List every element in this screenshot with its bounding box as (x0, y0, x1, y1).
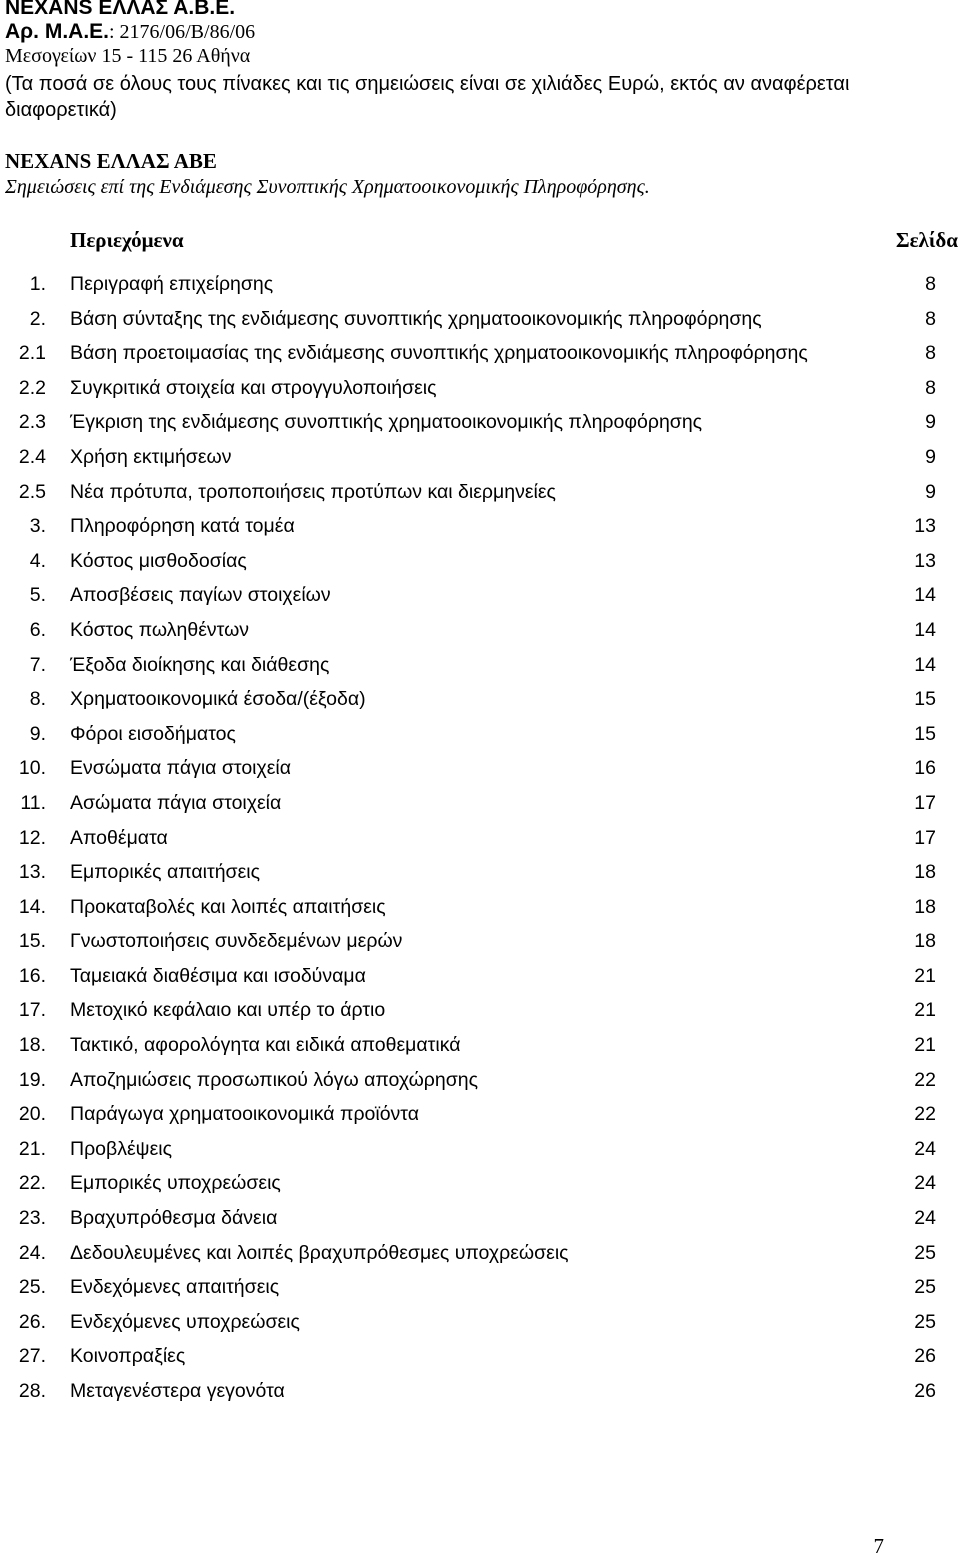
toc-entry-page: 18 (914, 861, 936, 884)
toc-entry-page: 22 (914, 1068, 936, 1091)
toc-entry-title: Εμπορικές υποχρεώσεις (70, 1172, 281, 1195)
toc-entry-title: Ενδεχόμενες υποχρεώσεις (70, 1310, 300, 1333)
toc-entry-page: 18 (914, 930, 936, 953)
amounts-note-line2: διαφορετικά) (5, 99, 117, 121)
toc-entry[interactable] (0, 1030, 960, 1065)
toc-entry[interactable] (0, 995, 960, 1030)
toc-entry-page: 24 (914, 1137, 936, 1160)
toc-entry-number: 25. (18, 1276, 46, 1299)
toc-entry-page: 9 (925, 445, 936, 468)
toc-entry-page: 17 (914, 791, 936, 814)
toc-entry-number: 19. (18, 1068, 46, 1091)
toc-entry[interactable] (0, 719, 960, 754)
toc-entry[interactable] (0, 1099, 960, 1134)
toc-entry-title: Πληροφόρηση κατά τομέα (70, 515, 295, 538)
toc-entry-page: 25 (914, 1276, 936, 1299)
toc-entry-title: Προβλέψεις (70, 1137, 173, 1160)
toc-entry[interactable] (0, 857, 960, 892)
toc-entry-title: Παράγωγα χρηματοοικονομικά προϊόντα (70, 1103, 420, 1126)
toc-entry-page: 9 (925, 411, 936, 434)
toc-entry[interactable] (0, 1168, 960, 1203)
toc-entry-title: Τακτικό, αφορολόγητα και ειδικά αποθεματικά (70, 1034, 461, 1057)
toc-entry[interactable] (0, 1341, 960, 1376)
toc-entry-number: 5. (29, 584, 46, 607)
toc-entry-number: 2.5 (18, 480, 46, 503)
toc-entry-number: 12. (18, 826, 46, 849)
toc-entry-title: Κοινοπραξίες (70, 1345, 186, 1368)
toc-entry[interactable] (0, 1376, 960, 1411)
toc-entry[interactable] (0, 477, 960, 512)
toc-entry[interactable] (0, 1238, 960, 1273)
toc-entry-number: 10. (18, 757, 46, 780)
toc-entry-page: 8 (925, 342, 936, 365)
toc-entry-title: Αποζημιώσεις προσωπικού λόγω αποχώρησης (70, 1068, 479, 1091)
toc-entry-title: Βάση προετοιμασίας της ενδιάμεσης συνοπτικής χρηματοοικονομικής πληροφόρησης (70, 342, 808, 365)
toc-entry-title: Γνωστοποιήσεις συνδεδεμένων μερών (70, 930, 403, 953)
toc-entry-number: 27. (18, 1345, 46, 1368)
toc-entry-page: 18 (914, 895, 936, 918)
toc-entry[interactable] (0, 546, 960, 581)
toc-entry[interactable] (0, 338, 960, 373)
toc-entry-title: Φόροι εισοδήματος (70, 722, 236, 745)
toc-entry-page: 25 (914, 1241, 936, 1264)
toc-entry-page: 24 (914, 1207, 936, 1230)
toc-entry-title: Εμπορικές απαιτήσεις (70, 861, 261, 884)
toc-entry-number: 21. (18, 1137, 46, 1160)
toc-entry-page: 25 (914, 1310, 936, 1333)
toc-entry-number: 6. (29, 618, 46, 641)
toc-entry[interactable] (0, 892, 960, 927)
toc-entry[interactable] (0, 1272, 960, 1307)
toc-entry-number: 24. (18, 1241, 46, 1264)
toc-entry-number: 20. (18, 1103, 46, 1126)
toc-entry[interactable] (0, 580, 960, 615)
registration-label: Αρ. Μ.Α.Ε. (5, 20, 109, 43)
toc-entry-title: Ενσώματα πάγια στοιχεία (70, 757, 292, 780)
toc-entry-page: 21 (914, 1034, 936, 1057)
toc-entry[interactable] (0, 442, 960, 477)
toc-entry[interactable] (0, 961, 960, 996)
toc-entry-page: 15 (914, 688, 936, 711)
toc-entry[interactable] (0, 684, 960, 719)
document-title: NEXANS ΕΛΛΑΣ ΑΒΕ (5, 149, 217, 173)
toc-entry[interactable] (0, 269, 960, 304)
toc-entry-number: 9. (29, 722, 46, 745)
toc-entry[interactable] (0, 1065, 960, 1100)
toc-entry[interactable] (0, 1203, 960, 1238)
toc-entry-number: 17. (18, 999, 46, 1022)
registration-value: : 2176/06/Β/86/06 (109, 21, 256, 43)
toc-entry-page: 15 (914, 722, 936, 745)
company-name: NEXANS ΕΛΛΑΣ Α.Β.Ε. (5, 0, 236, 19)
toc-entry-title: Ταμειακά διαθέσιμα και ισοδύναμα (70, 964, 366, 987)
toc-entry-page: 16 (914, 757, 936, 780)
toc-entry-title: Αποσβέσεις παγίων στοιχείων (70, 584, 331, 607)
toc-page-heading: Σελίδα (895, 228, 958, 252)
toc-entry-title: Μετοχικό κεφάλαιο και υπέρ το άρτιο (70, 999, 386, 1022)
toc-entry-number: 23. (18, 1207, 46, 1230)
toc-entry-page: 26 (914, 1380, 936, 1402)
toc-entry[interactable] (0, 823, 960, 858)
toc-entry-title: Νέα πρότυπα, τροποποιήσεις προτύπων και διερμηνείες (70, 480, 556, 503)
toc-entry-page: 24 (914, 1172, 936, 1195)
toc-entry-page: 14 (914, 653, 936, 676)
toc-entry-number: 26. (18, 1310, 46, 1333)
toc-entry-number: 2.3 (18, 411, 46, 434)
toc-entry-number: 14. (18, 895, 46, 918)
toc-entry-number: 1. (29, 273, 46, 295)
toc-entry[interactable] (0, 1307, 960, 1342)
toc-entry[interactable] (0, 1134, 960, 1169)
toc-entry-title: Βάση σύνταξης της ενδιάμεσης συνοπτικής χρηματοοικονομικής πληροφόρησης (70, 307, 762, 330)
toc-entry-page: 8 (925, 307, 936, 330)
toc-entry-page: 14 (914, 618, 936, 641)
toc-entry-title: Χρήση εκτιμήσεων (70, 445, 232, 468)
toc-entry[interactable] (0, 407, 960, 442)
toc-entry-number: 11. (20, 791, 46, 814)
toc-entry-title: Έγκριση της ενδιάμεσης συνοπτικής χρηματοοικονομικής πληροφόρησης (70, 411, 703, 434)
toc-entry-number: 28. (18, 1380, 46, 1402)
toc-entry[interactable] (0, 753, 960, 788)
toc-entry-number: 4. (29, 549, 46, 572)
toc-entry-title: Περιγραφή επιχείρησης (70, 273, 274, 295)
toc-entry-title: Κόστος μισθοδοσίας (70, 549, 247, 572)
toc-entry-page: 21 (914, 964, 936, 987)
toc-entry-page: 13 (914, 549, 936, 572)
toc-entry-number: 2.2 (18, 376, 46, 399)
toc-entry-page: 8 (925, 376, 936, 399)
toc-entry-number: 15. (18, 930, 46, 953)
amounts-note-line1: (Τα ποσά σε όλους τους πίνακες και τις σημειώσεις είναι σε χιλιάδες Ευρώ, εκτός αν αναφέρεται (5, 73, 850, 95)
toc-entry-page: 8 (925, 273, 936, 295)
toc-entry-title: Συγκριτικά στοιχεία και στρογγυλοποιήσεις (70, 376, 437, 399)
toc-entry-number: 7. (29, 653, 46, 676)
toc-entry-number: 3. (29, 515, 46, 538)
toc-entry-number: 18. (18, 1034, 46, 1057)
toc-entry[interactable] (0, 650, 960, 685)
registration-line (5, 20, 255, 44)
toc-entry-number: 2.1 (18, 342, 46, 365)
toc-entry[interactable] (0, 926, 960, 961)
toc-entry[interactable] (0, 373, 960, 408)
toc-entry-page: 26 (914, 1345, 936, 1368)
toc-entry-title: Προκαταβολές και λοιπές απαιτήσεις (70, 895, 386, 918)
toc-entry-page: 17 (914, 826, 936, 849)
toc-entry-number: 13. (18, 861, 46, 884)
toc-entry-title: Έξοδα διοίκησης και διάθεσης (70, 653, 330, 676)
page-number: 7 (873, 1534, 884, 1558)
company-address: Μεσογείων 15 - 115 26 Αθήνα (5, 45, 251, 67)
toc-entry-title: Χρηματοοικονομικά έσοδα/(έξοδα) (70, 688, 366, 711)
toc-entry-title: Ασώματα πάγια στοιχεία (70, 791, 282, 814)
toc-entry-page: 14 (914, 584, 936, 607)
toc-entry-number: 22. (18, 1172, 46, 1195)
toc-entry[interactable] (0, 511, 960, 546)
toc-entry-title: Ενδεχόμενες απαιτήσεις (70, 1276, 280, 1299)
toc-entry-title: Μεταγενέστερα γεγονότα (70, 1380, 285, 1402)
toc-entry-number: 2.4 (18, 445, 46, 468)
toc-entry-title: Βραχυπρόθεσμα δάνεια (70, 1207, 278, 1230)
toc-entry-title: Αποθέματα (70, 826, 168, 849)
document-subtitle: Σημειώσεις επί της Ενδιάμεσης Συνοπτικής Χρηματοοικονομικής Πληροφόρησης. (5, 176, 650, 198)
toc-entry[interactable] (0, 304, 960, 339)
toc-heading: Περιεχόμενα (70, 228, 184, 252)
toc-entry-number: 2. (29, 307, 46, 330)
toc-entry-page: 21 (914, 999, 936, 1022)
toc-entry[interactable] (0, 615, 960, 650)
toc-entry-title: Κόστος πωληθέντων (70, 618, 250, 641)
toc-entry-title: Δεδουλευμένες και λοιπές βραχυπρόθεσμες υποχρεώσεις (70, 1241, 569, 1264)
toc-entry-page: 22 (914, 1103, 936, 1126)
toc-entry-number: 8. (29, 688, 46, 711)
table-of-contents (0, 269, 960, 1411)
toc-entry-page: 13 (914, 515, 936, 538)
toc-entry[interactable] (0, 788, 960, 823)
toc-entry-page: 9 (925, 480, 936, 503)
toc-entry-number: 16. (18, 964, 46, 987)
